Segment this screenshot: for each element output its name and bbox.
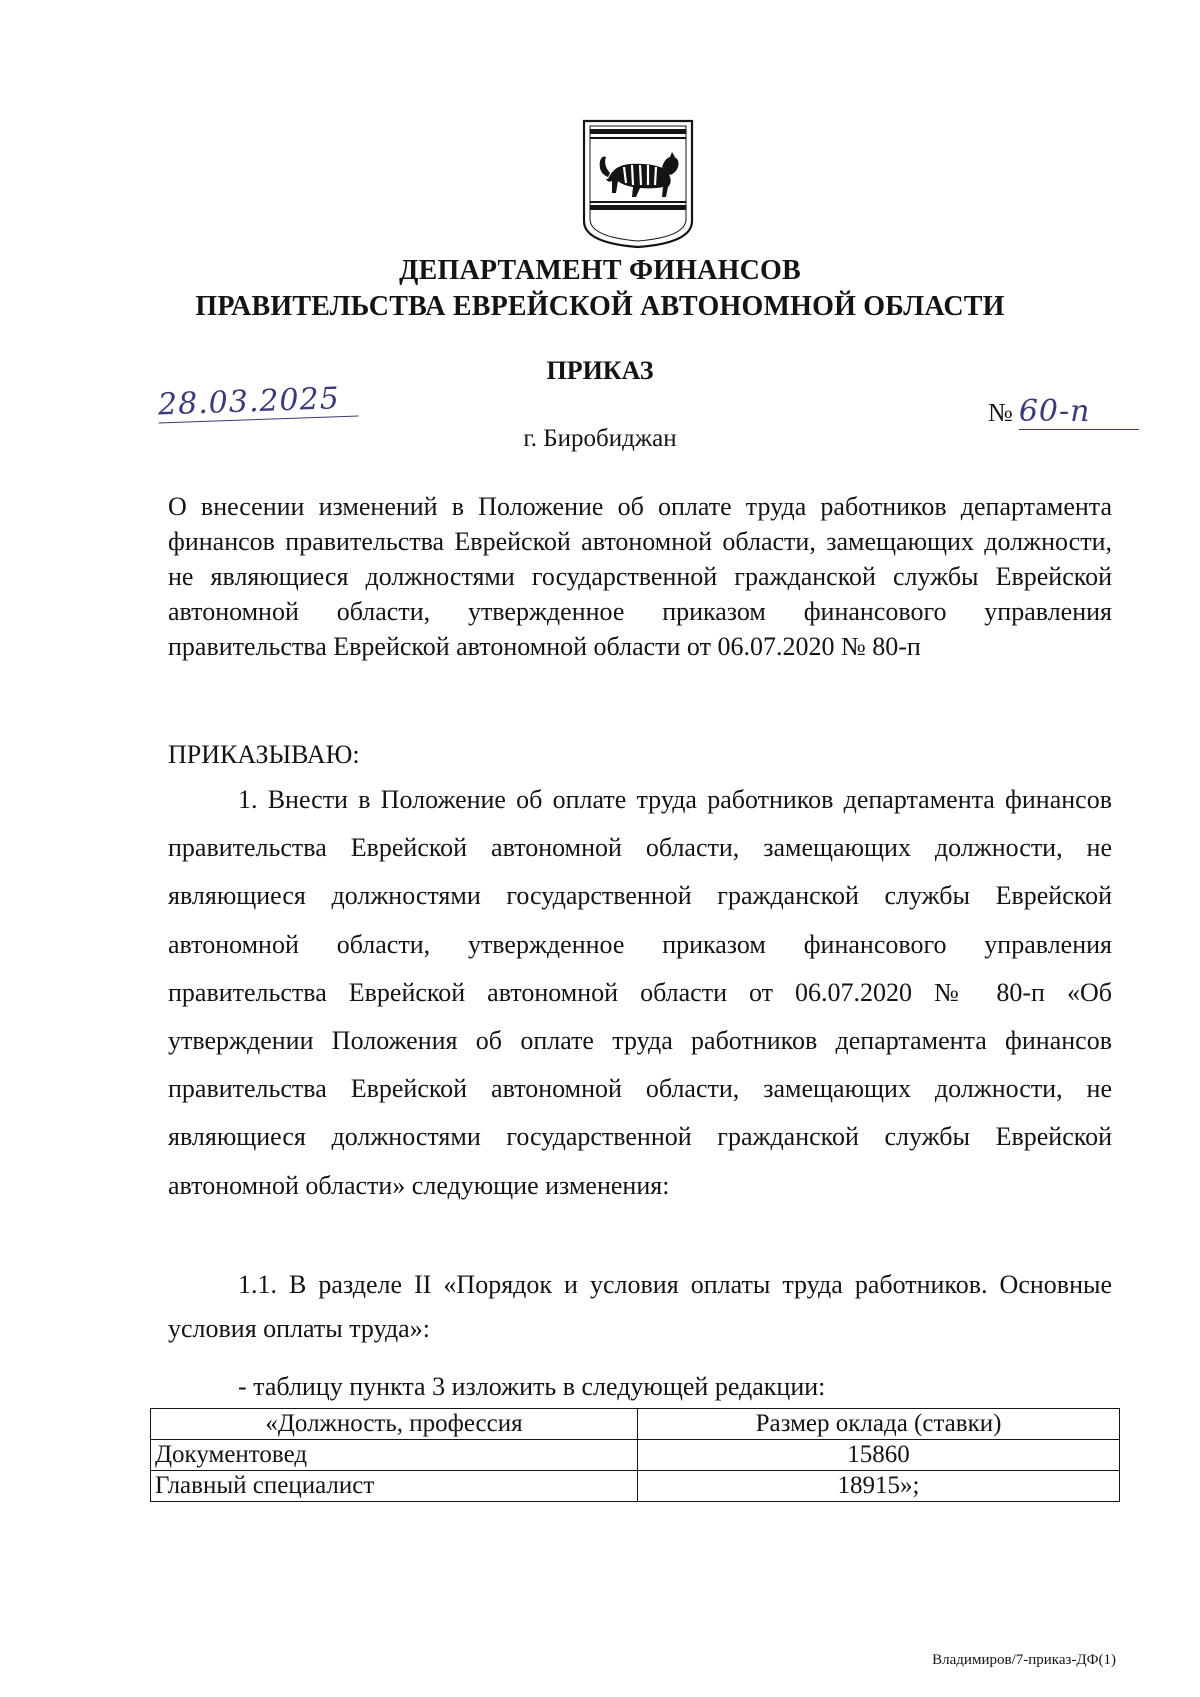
doc-type-title: ПРИКАЗ bbox=[546, 356, 654, 385]
table-row bbox=[151, 1471, 1120, 1502]
paragraph-1: 1. Внести в Положение об оплате труда работников департамента финансов правительства Еврейской автономной области, замещающих должности, не являющиеся должностями государственной гражданской службы Еврейской автономной области, утвержденное приказом финансового управления правительства Еврейской автономной области от 06.07.2020 № 80-п «Об утверждении Положения об оплате труда работников департамента финансов правительства Еврейской автономной области, замещающих должности, не являющиеся должностями государственной гражданской службы Еврейской автономной области» следующие изменения: bbox=[168, 785, 1112, 1200]
coat-of-arms-tiger-icon bbox=[578, 117, 698, 251]
table-intro: - таблицу пункта 3 изложить в следующей редакции: bbox=[238, 1372, 826, 1401]
header-position: «Должность, профессия bbox=[151, 1409, 638, 1440]
number-prefix: № bbox=[988, 398, 1013, 427]
table-row bbox=[151, 1440, 1120, 1471]
salary-table bbox=[150, 1408, 1120, 1502]
handwritten-date: 28.03.2025 bbox=[157, 381, 358, 424]
city-line: г. Биробиджан bbox=[523, 425, 677, 452]
org-name-line-2: ПРАВИТЕЛЬСТВА ЕВРЕЙСКОЙ АВТОНОМНОЙ ОБЛАСТИ bbox=[195, 291, 1005, 322]
row-salary: 18915»; bbox=[638, 1471, 1120, 1502]
org-name-line-1: ДЕПАРТАМЕНТ ФИНАНСОВ bbox=[399, 255, 801, 286]
order-subject: О внесении изменений в Положение об оплате труда работников департамента финансов правительства Еврейской автономной области, замещающих должности, не являющиеся должностями государственной гражданской службы Еврейской автономной области, утвержденное приказом финансового управления правительства Еврейской автономной области от 06.07.2020 № 80-п bbox=[168, 492, 1112, 661]
order-directive: ПРИКАЗЫВАЮ: bbox=[168, 740, 360, 769]
header-salary: Размер оклада (ставки) bbox=[638, 1409, 1120, 1440]
paragraph-1-1: 1.1. В разделе II «Порядок и условия оплаты труда работников. Основные условия оплаты труда»: bbox=[168, 1270, 1112, 1343]
handwritten-number: 60-п bbox=[1019, 394, 1139, 430]
row-salary: 15860 bbox=[638, 1440, 1120, 1471]
row-position: Документовед bbox=[151, 1440, 638, 1471]
footer-doc-code: Владимиров/7-приказ-ДФ(1) bbox=[932, 1652, 1116, 1668]
table-header-row bbox=[151, 1409, 1120, 1440]
row-position: Главный специалист bbox=[151, 1471, 638, 1502]
